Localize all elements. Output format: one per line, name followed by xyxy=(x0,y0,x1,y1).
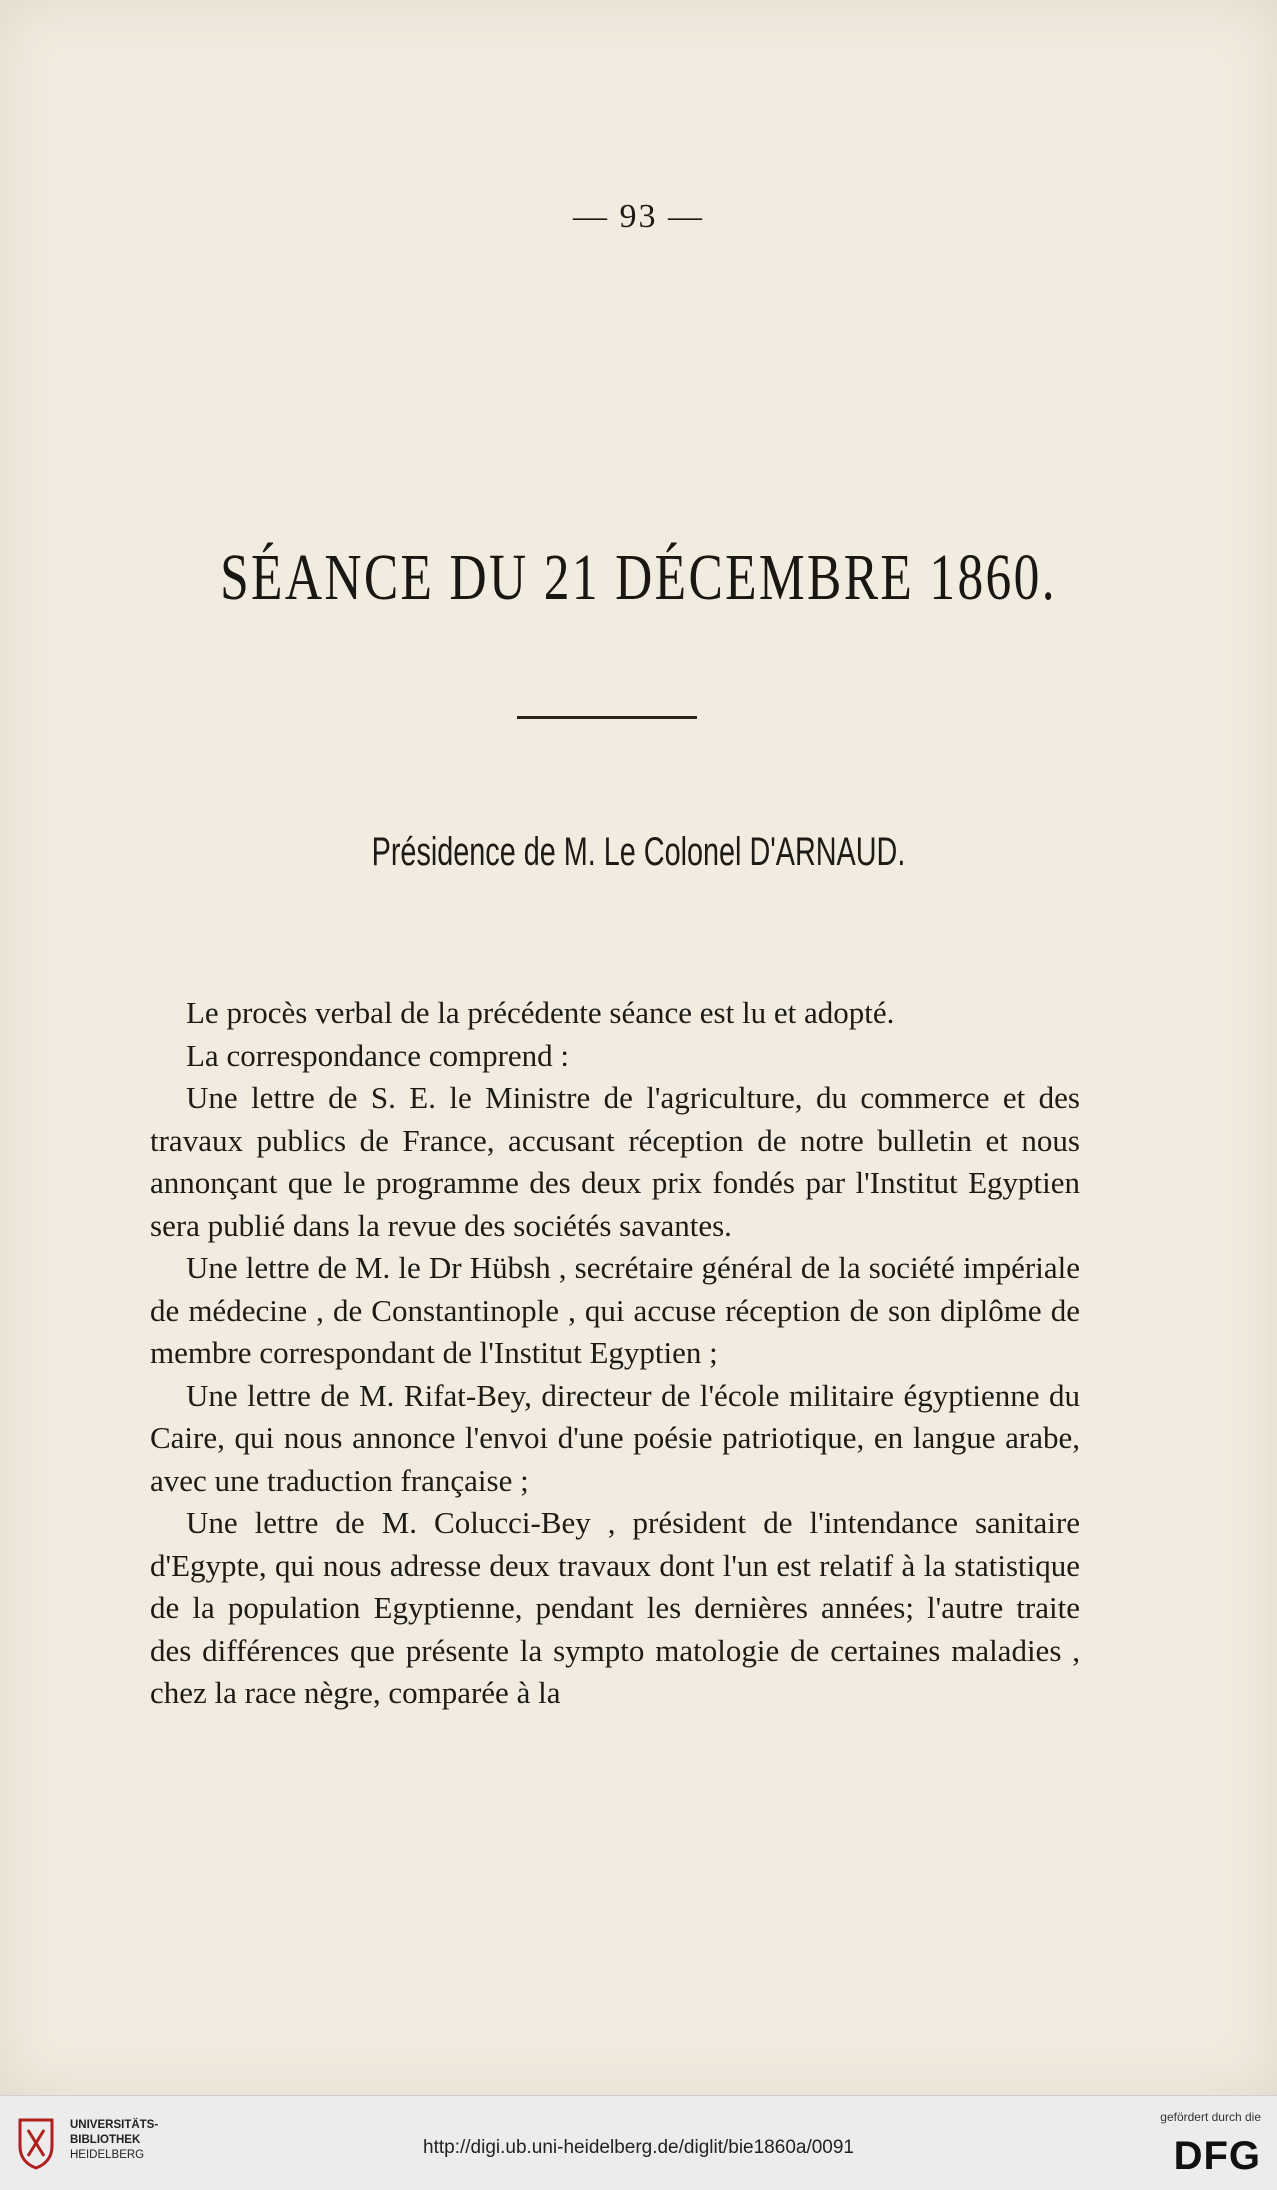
sponsor-label: gefördert durch die xyxy=(1160,2110,1261,2124)
presidency-line: Présidence de M. Le Colonel D'ARNAUD. xyxy=(371,830,906,874)
institution-line: HEIDELBERG xyxy=(70,2149,145,2161)
body-text xyxy=(150,992,1080,1715)
institution-line: BIBLIOTHEK xyxy=(70,2134,141,2146)
session-title: SÉANCE DU 21 DÉCEMBRE 1860. xyxy=(220,541,1057,614)
paragraph: La correspondance comprend : xyxy=(186,1037,570,1073)
title-divider xyxy=(517,716,697,719)
paragraph: Le procès verbal de la précédente séance est lu et adopté. xyxy=(186,995,895,1030)
paragraph: Une lettre de M. Colucci-Bey , président de l'intendance sanitaire d'Egypte, qui nous adresse deux travaux dont l'un est relatif à la statistique de la population Egyptienne, pendant les dernières années; l'autre traite des différences que présente la sympto matologie de certaines maladies , chez la race nègre, comparée à la xyxy=(150,1505,1080,1710)
page-number: — 93 — xyxy=(573,198,704,235)
paragraph: Une lettre de S. E. le Ministre de l'agriculture, du commerce et des travaux publics de France, accusant réception de notre bulletin et nous annonçant que le programme des deux prix fondés par l'Institut Egyptien sera publié dans la revue des sociétés savantes. xyxy=(150,1080,1080,1243)
institution-line: UNIVERSITÄTS- xyxy=(70,2119,159,2131)
paragraph: Une lettre de M. le Dr Hübsh , secrétaire général de la société impériale de médecine , de Constantinople , qui accuse réception de son diplôme de membre correspondant de l'Institut Egyptien ; xyxy=(150,1250,1080,1370)
paragraph: Une lettre de M. Rifat-Bey, directeur de l'école militaire égyptienne du Caire, qui nous annonce l'envoi d'une poésie patriotique, en langue arabe, avec une traduction française ; xyxy=(150,1377,1080,1498)
permalink[interactable]: http://digi.ub.uni-heidelberg.de/diglit/bie1860a/0091 xyxy=(423,2137,854,2158)
viewer-footer xyxy=(0,2095,1277,2190)
dfg-logo[interactable]: DFG xyxy=(1173,2134,1261,2178)
